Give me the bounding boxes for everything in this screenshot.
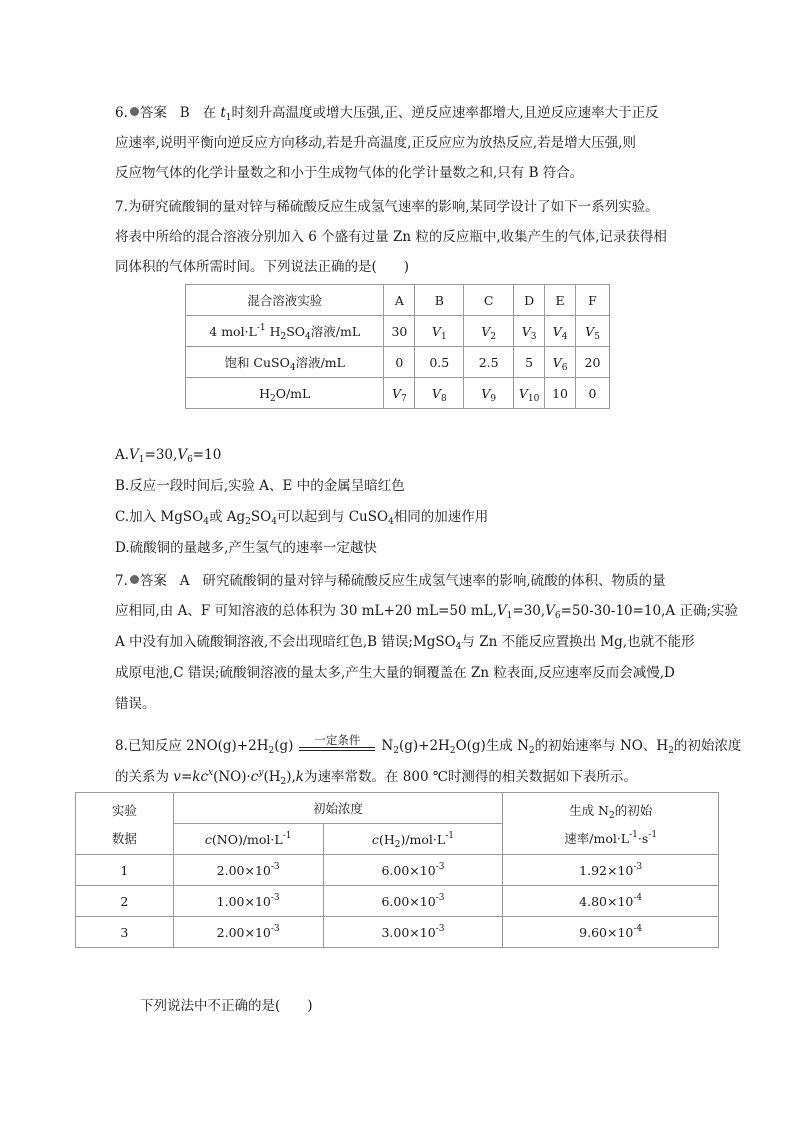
- table-header-cell: A: [384, 285, 415, 316]
- t: (g): [274, 738, 294, 754]
- t: 相同的加速作用: [393, 509, 489, 525]
- sub: 2: [394, 839, 401, 850]
- t: SO: [250, 509, 272, 525]
- sub: 2: [280, 332, 287, 342]
- header-exp: [76, 793, 174, 855]
- answer-label: 答案: [139, 573, 167, 589]
- var: c: [250, 769, 259, 785]
- sub: 2: [280, 777, 287, 787]
- table-cell: [173, 886, 323, 917]
- t: 与 Zn 不能反应置换出 Mg,也就不能形: [461, 634, 695, 650]
- var: V: [521, 323, 531, 339]
- table-cell: [545, 347, 576, 378]
- q8-stem-line-2: [115, 768, 637, 786]
- q7-answer-line-4: 成原电池,C 错误;硫酸铜溶液的量太多,产生大量的铜覆盖在 Zn 粒表面,反应速率反而会减慢,D: [115, 665, 675, 681]
- t: =50-30-10=10,A 正确;实验: [560, 603, 738, 619]
- table-header-cell: D: [514, 285, 545, 316]
- sup: -1: [629, 829, 638, 840]
- sub: 6: [187, 455, 193, 465]
- table-cell: [323, 855, 503, 886]
- table-cell: 2: [76, 886, 174, 917]
- sup: -3: [435, 861, 445, 872]
- var: V: [585, 323, 595, 339]
- t: ),: [286, 769, 296, 785]
- q6-number: 6.: [115, 105, 128, 121]
- t: O(g)生成 N: [455, 738, 529, 754]
- var: V: [518, 385, 528, 401]
- q7-option-d: D.硫酸铜的量越多,产生氢气的速率一定越快: [115, 540, 377, 556]
- q6-answer-line-1: [115, 104, 659, 122]
- t: 可以起到与 CuSO: [276, 509, 389, 525]
- table-cell: 5: [514, 347, 545, 378]
- q7-option-b: B.反应一段时间后,实验 A、E 中的金属呈暗红色: [115, 478, 405, 494]
- q8-stem-line-1: [115, 733, 742, 756]
- sub: 2: [609, 810, 615, 821]
- answer-letter: B: [179, 105, 190, 121]
- t: 4 mol·L: [209, 324, 257, 339]
- answer-letter: A: [179, 573, 190, 589]
- sub: 4: [289, 363, 296, 373]
- sup: -1: [256, 323, 266, 333]
- t: =10: [192, 447, 222, 463]
- q8-table: [75, 792, 719, 948]
- q7-stem-line-1: 7.为研究硫酸铜的量对锌与稀硫酸反应生成氢气速率的影响,某同学设计了如下一系列实验。: [115, 199, 659, 215]
- table-cell: 30: [384, 316, 415, 347]
- t: 的初始: [614, 802, 653, 818]
- var: V: [552, 354, 562, 370]
- table-cell: [503, 855, 719, 886]
- var: V: [392, 385, 402, 401]
- t: 1.92×10: [579, 862, 634, 878]
- t: =30,: [144, 447, 178, 463]
- t: C.加入 MgSO: [115, 509, 204, 525]
- t: 6.00×10: [381, 862, 436, 878]
- table-cell: 2.5: [464, 347, 514, 378]
- arrow-line: [299, 747, 375, 748]
- q7-answer-line-3: [115, 633, 695, 651]
- sub: 9: [490, 393, 497, 404]
- text: 时刻升高温度或增大压强,正、逆反应速率都增大,且逆反应速率大于正反: [231, 105, 659, 121]
- sub: 2: [268, 746, 275, 756]
- t: [503, 801, 718, 819]
- header-h2: [323, 824, 503, 855]
- var: V: [481, 323, 491, 339]
- sub: 3: [530, 331, 537, 342]
- sup: -4: [633, 892, 643, 903]
- table-cell: [545, 316, 576, 347]
- sup: -1: [445, 830, 454, 841]
- t: 的关系为: [115, 769, 174, 785]
- table-cell: 0: [384, 347, 415, 378]
- t: 饱和 CuSO: [224, 355, 290, 370]
- t: 或 Ag: [208, 509, 246, 525]
- t: 的初始浓度: [673, 738, 742, 754]
- sup: -4: [633, 923, 643, 934]
- t: A.: [115, 447, 130, 463]
- sub: 4: [388, 517, 394, 527]
- sub: 2: [269, 393, 276, 404]
- table-header-cell: F: [576, 285, 610, 316]
- table-header-cell: 混合溶液实验: [186, 285, 384, 316]
- answer-label: 答案: [139, 105, 167, 121]
- sub: 4: [203, 517, 209, 527]
- sub: 6: [554, 611, 561, 621]
- table-cell: 20: [576, 347, 610, 378]
- q8-question: 下列说法中不正确的是( ): [140, 998, 313, 1014]
- var: V: [545, 603, 555, 619]
- t: 研究硫酸铜的量对锌与稀硫酸反应生成氢气速率的影响,硫酸的体积、物质的量: [202, 573, 666, 589]
- table-cell: [503, 886, 719, 917]
- table-row: [186, 316, 610, 347]
- q7-stem-line-3: 同体积的气体所需时间。下列说法正确的是( ): [115, 259, 410, 275]
- sub: 10: [527, 393, 540, 404]
- sub: 4: [271, 517, 277, 527]
- sub: 1: [440, 331, 447, 342]
- var: V: [431, 323, 441, 339]
- table-row: [76, 855, 719, 886]
- t: 4.80×10: [579, 893, 634, 909]
- t: 溶液/mL: [295, 355, 345, 370]
- text: 在: [202, 105, 217, 121]
- t: 6.00×10: [381, 893, 436, 909]
- var-t: t: [220, 105, 226, 121]
- header-rate: [503, 793, 719, 855]
- sub: 2: [393, 746, 399, 756]
- t: )/mol·L: [400, 831, 446, 847]
- var: v: [173, 769, 181, 785]
- var: c: [200, 769, 208, 785]
- q7-number: 7.: [115, 573, 128, 589]
- sub: 2: [668, 746, 674, 756]
- sub: 2: [449, 746, 456, 756]
- t: 为速率常数。在 800 ℃时测得的相关数据如下表所示。: [303, 769, 637, 785]
- t: 2.00×10: [216, 862, 271, 878]
- table-cell: [323, 917, 503, 948]
- t: (g)+2H: [398, 738, 450, 754]
- t: H: [265, 324, 281, 339]
- t: 速率/mol·L: [564, 830, 630, 846]
- t: ·s: [637, 830, 649, 846]
- t: 9.60×10: [579, 924, 634, 940]
- sup: x: [208, 768, 214, 778]
- t: 2.00×10: [216, 924, 271, 940]
- var: c: [371, 831, 379, 847]
- t: 溶液/mL: [310, 324, 361, 339]
- t: O/mL: [275, 385, 311, 401]
- sup: -3: [435, 892, 445, 903]
- table-cell: [503, 917, 719, 948]
- t: A 中没有加入硫酸铜溶液,不会出现暗红色,B 错误;MgSO: [115, 634, 456, 650]
- row-label-cuso4: [186, 347, 384, 378]
- table-header-cell: C: [464, 285, 514, 316]
- table-cell: [415, 378, 464, 409]
- arrow-line: [299, 750, 375, 751]
- t: (H: [378, 831, 395, 847]
- sub: 1: [225, 113, 232, 123]
- t: (NO)/mol·L: [211, 831, 283, 847]
- t: (NO)·: [213, 769, 251, 785]
- header-init-conc: 初始浓度: [173, 793, 503, 824]
- t: SO: [286, 324, 306, 339]
- sub: 8: [440, 393, 447, 404]
- t: N: [381, 738, 394, 754]
- table-cell: [514, 378, 545, 409]
- t: 1.00×10: [216, 893, 271, 909]
- t: (H: [263, 769, 281, 785]
- q7-answer-line-1: [115, 572, 666, 590]
- table-row: [186, 378, 610, 409]
- var: V: [177, 447, 188, 463]
- sup: -3: [270, 861, 280, 872]
- t: 数据: [111, 830, 137, 846]
- table-cell: [415, 316, 464, 347]
- q7-table: [185, 284, 610, 409]
- q7-answer-line-5: 错误。: [115, 696, 156, 712]
- table-cell: [323, 886, 503, 917]
- table-row: [186, 347, 610, 378]
- table-cell: [464, 316, 514, 347]
- q7-option-c: [115, 508, 488, 526]
- table-cell: 0: [576, 378, 610, 409]
- sup: -3: [270, 923, 280, 934]
- sub: 2: [245, 517, 251, 527]
- answer-icon: [130, 107, 139, 116]
- sup: -1: [648, 829, 658, 840]
- t: 的初始速率与 NO、H: [534, 738, 669, 754]
- var: k: [295, 769, 304, 785]
- table-cell: [173, 917, 323, 948]
- answer-icon: [130, 575, 139, 584]
- sub: 6: [561, 362, 568, 373]
- sub: 4: [455, 642, 462, 652]
- q6-answer-line-3: 反应物气体的化学计量数之和小于生成物气体的化学计量数之和,只有 B 符合。: [115, 165, 584, 181]
- table-cell: [576, 316, 610, 347]
- t: =: [180, 769, 193, 785]
- sub: 4: [561, 331, 568, 342]
- table-row: [76, 917, 719, 948]
- sup: -3: [435, 923, 445, 934]
- table-header-cell: E: [545, 285, 576, 316]
- q7-answer-line-2: [115, 602, 738, 620]
- t: 实验: [111, 802, 137, 818]
- reaction-arrow: [297, 733, 377, 755]
- var: V: [481, 385, 491, 401]
- table-cell: 0.5: [415, 347, 464, 378]
- sup: y: [258, 768, 264, 778]
- sub: 1: [506, 611, 513, 621]
- arrow-label: 一定条件: [314, 733, 361, 747]
- t: 生成 N: [569, 802, 609, 818]
- var: V: [496, 603, 507, 619]
- var: V: [129, 447, 139, 463]
- table-cell: 1: [76, 855, 174, 886]
- row-label-h2so4: [186, 316, 384, 347]
- row-label-h2o: [186, 378, 384, 409]
- t: =30,: [512, 603, 546, 619]
- table-cell: 10: [545, 378, 576, 409]
- table-header-cell: B: [415, 285, 464, 316]
- sub: 7: [401, 393, 407, 404]
- sub: 4: [305, 332, 311, 342]
- table-cell: [384, 378, 415, 409]
- sup: -3: [270, 892, 280, 903]
- var: c: [204, 831, 212, 847]
- table-cell: [173, 855, 323, 886]
- table-cell: [514, 316, 545, 347]
- q6-answer-line-2: 应速率,说明平衡向逆反应方向移动,若是升高温度,正反应应为放热反应,若是增大压强,则: [115, 135, 636, 151]
- t: 应相同,由 A、F 可知溶液的总体积为 30 mL+20 mL=50 mL,: [115, 603, 497, 619]
- t: 8.已知反应 2NO(g)+2H: [115, 738, 269, 754]
- q7-option-a: [115, 446, 221, 464]
- table-row: [76, 886, 719, 917]
- table-cell: 3: [76, 917, 174, 948]
- t: [503, 829, 718, 847]
- t: 3.00×10: [381, 924, 436, 940]
- table-cell: [464, 378, 514, 409]
- q7-stem-line-2: 将表中所给的混合溶液分别加入 6 个盛有过量 Zn 粒的反应瓶中,收集产生的气体,记录获得相: [115, 229, 667, 245]
- sup: -1: [282, 830, 292, 841]
- table-row: [186, 285, 610, 316]
- var: k: [192, 769, 201, 785]
- table-row: [76, 793, 719, 824]
- sub: 2: [490, 331, 497, 342]
- var: V: [552, 323, 562, 339]
- var: V: [431, 385, 441, 401]
- sub: 2: [528, 746, 535, 756]
- t: H: [259, 385, 270, 401]
- header-no: [173, 824, 323, 855]
- sup: -3: [633, 861, 643, 872]
- sub: 5: [594, 331, 600, 342]
- sub: 1: [138, 455, 145, 465]
